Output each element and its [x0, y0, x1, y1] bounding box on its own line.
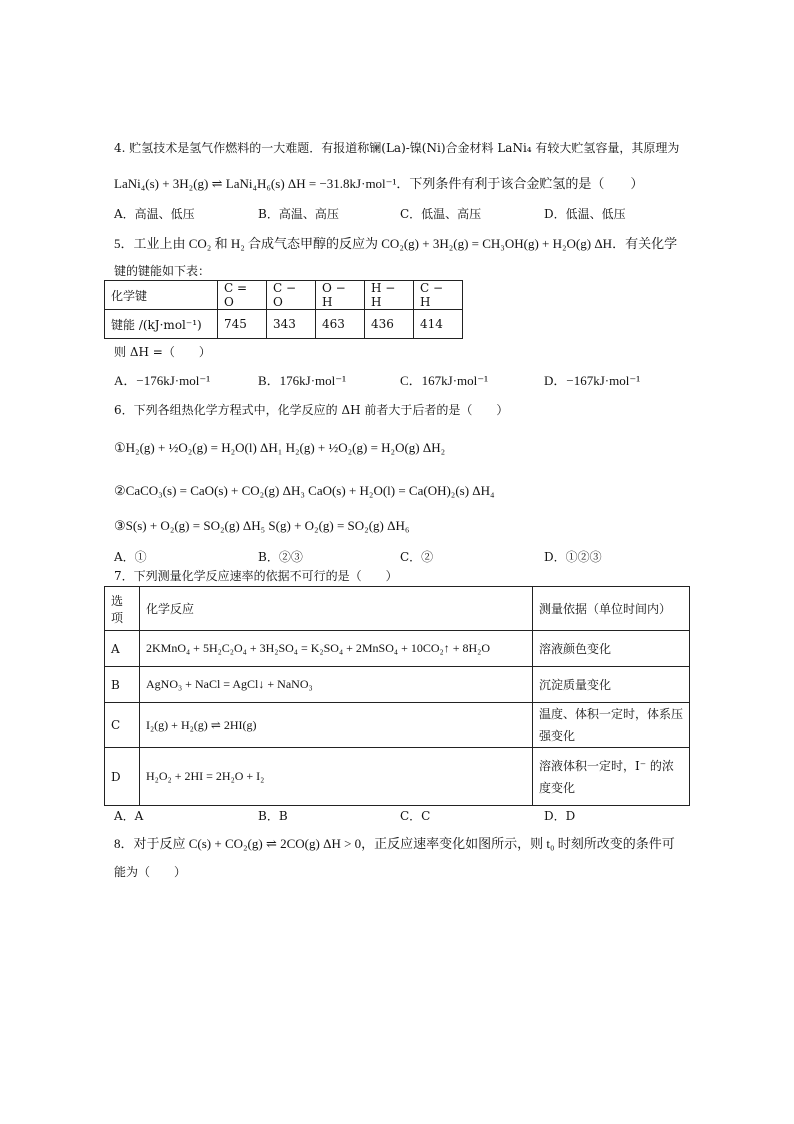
- table-cell: B: [105, 667, 140, 703]
- q5-option-c: C．167kJ·mol⁻¹: [400, 373, 489, 388]
- q7-stem-line1: 7．下列测量化学反应速率的依据不可行的是（ ）: [114, 569, 398, 583]
- table-row: [105, 703, 690, 748]
- table-cell: 化学反应: [140, 587, 533, 631]
- q4-stem-line1: 4. 贮氢技术是氢气作燃料的一大难题．有报道称镧(La)-镍(Ni)合金材料 LaNi₄ 有较大贮氢容量，其原理为: [114, 141, 680, 155]
- q4-option-a: A．高温、低压: [114, 207, 195, 221]
- table-row: [105, 631, 690, 667]
- table-row: [105, 748, 690, 806]
- table-cell: C − O: [267, 281, 316, 310]
- table-cell: 温度、体积一定时，体系压强变化: [533, 703, 690, 748]
- table-cell: 溶液体积一定时，I⁻ 的浓度变化: [533, 748, 690, 806]
- q7-option-b: B．B: [258, 809, 288, 823]
- q6-option-b: B．②③: [258, 550, 303, 564]
- q5-stem-line3: 则 ΔH =（ ）: [114, 345, 211, 359]
- q8-stem-line2: 能为（ ）: [114, 865, 187, 879]
- table-cell: 选项: [105, 587, 140, 631]
- table-cell: C = O: [218, 281, 267, 310]
- q6-equation-2: ②CaCO₃(s) = CaO(s) + CO₂(g) ΔH₃ CaO(s) + H₂O(l) = Ca(OH)₂(s) ΔH₄: [114, 483, 495, 498]
- q5-stem-line2: 键的键能如下表：: [114, 264, 211, 278]
- bond-energy-header-row: [105, 281, 463, 310]
- q6-option-a: A．①: [114, 550, 147, 564]
- table-cell: 溶液颜色变化: [533, 631, 690, 667]
- table-cell: 436: [365, 310, 414, 339]
- q6-stem-line1: 6．下列各组热化学方程式中，化学反应的 ΔH 前者大于后者的是（ ）: [114, 403, 509, 417]
- q6-equation-3: ③S(s) + O₂(g) = SO₂(g) ΔH₅ S(g) + O₂(g) = SO₂(g) ΔH₆: [114, 518, 410, 533]
- q5-option-d: D．−167kJ·mol⁻¹: [544, 373, 641, 388]
- table-cell: 2KMnO₄ + 5H₂C₂O₄ + 3H₂SO₄ = K₂SO₄ + 2MnSO₄ + 10CO₂↑ + 8H₂O: [140, 631, 533, 667]
- table-cell: A: [105, 631, 140, 667]
- table-cell: H − H: [365, 281, 414, 310]
- bond-energy-table: [104, 280, 463, 339]
- table-cell: 键能 /(kJ·mol⁻¹): [105, 310, 218, 339]
- table-cell: O − H: [316, 281, 365, 310]
- q6-option-c: C．②: [400, 550, 434, 564]
- q5-option-b: B．176kJ·mol⁻¹: [258, 373, 347, 388]
- q4-option-c: C．低温、高压: [400, 207, 482, 221]
- q8-stem-line1: 8．对于反应 C(s) + CO₂(g) ⇌ 2CO(g) ΔH > 0，正反应速率变化如图所示，则 t₀ 时刻所改变的条件可: [114, 836, 675, 851]
- q4-stem-line2: LaNi₄(s) + 3H₂(g) ⇌ LaNi₄H₆(s) ΔH = −31.8kJ·mol⁻¹．下列条件有利于该合金贮氢的是（ ）: [114, 176, 644, 191]
- table-cell: I₂(g) + H₂(g) ⇌ 2HI(g): [140, 703, 533, 748]
- table-cell: AgNO₃ + NaCl = AgCl↓ + NaNO₃: [140, 667, 533, 703]
- table-cell: 343: [267, 310, 316, 339]
- table-cell: 化学键: [105, 281, 218, 310]
- table-row: [105, 587, 690, 631]
- table-cell: 测量依据（单位时间内）: [533, 587, 690, 631]
- table-cell: 414: [414, 310, 463, 339]
- q6-option-d: D．①②③: [544, 550, 602, 564]
- q5-option-a: A．−176kJ·mol⁻¹: [114, 373, 211, 388]
- table-cell: 745: [218, 310, 267, 339]
- table-cell: D: [105, 748, 140, 806]
- table-cell: C: [105, 703, 140, 748]
- q4-option-b: B．高温、高压: [258, 207, 339, 221]
- table-cell: H₂O₂ + 2HI = 2H₂O + I₂: [140, 748, 533, 806]
- table-cell: 463: [316, 310, 365, 339]
- q5-stem-line1: 5．工业上由 CO₂ 和 H₂ 合成气态甲醇的反应为 CO₂(g) + 3H₂(g) = CH₃OH(g) + H₂O(g) ΔH．有关化学: [114, 236, 678, 251]
- q6-equation-1: ①H₂(g) + ½O₂(g) = H₂O(l) ΔH₁ H₂(g) + ½O₂(g) = H₂O(g) ΔH₂: [114, 440, 446, 455]
- bond-energy-value-row: [105, 310, 463, 339]
- q4-option-d: D．低温、低压: [544, 207, 626, 221]
- rate-measurement-table: [104, 586, 690, 806]
- q7-option-c: C．C: [400, 809, 431, 823]
- table-row: [105, 667, 690, 703]
- table-cell: 沉淀质量变化: [533, 667, 690, 703]
- q7-option-a: A．A: [114, 809, 144, 823]
- q7-option-d: D．D: [544, 809, 576, 823]
- table-cell: C − H: [414, 281, 463, 310]
